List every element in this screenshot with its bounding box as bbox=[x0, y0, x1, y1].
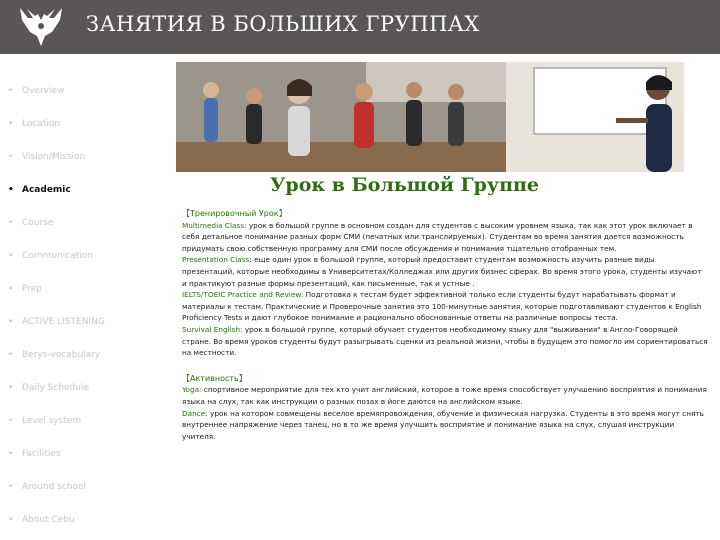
bullet-icon: • bbox=[8, 86, 14, 96]
bullet-icon: • bbox=[8, 185, 14, 195]
bullet-icon: • bbox=[8, 317, 14, 327]
paragraph-lead: Multimedia Class: bbox=[182, 220, 247, 230]
sidebar-item-prep[interactable] bbox=[8, 284, 42, 300]
sidebar-item-label: Facilities bbox=[22, 449, 61, 459]
page-title: ЗАНЯТИЯ В БОЛЬШИХ ГРУППАХ bbox=[86, 12, 480, 36]
bullet-icon: • bbox=[8, 218, 14, 228]
sidebar-item-academic[interactable] bbox=[8, 185, 71, 201]
sidebar-item-label: About Cebu bbox=[22, 515, 75, 525]
paragraph-text: урок на котором совмещены веселое времяпровождения, обучение и физическая нагрузка. Студенты в это время могут снять внутреннее напряжение через танец, но в то же время улучшить восприятие и понимание языка на слух, слушая инструкции учителя. bbox=[182, 408, 704, 441]
sidebar-item-around-school[interactable] bbox=[8, 482, 86, 498]
training-heading: 【Тренировочный Урок】 bbox=[182, 209, 287, 218]
paragraph-lead: Yoga: bbox=[182, 385, 202, 395]
bullet-icon: • bbox=[8, 449, 14, 459]
sidebar-item-location[interactable] bbox=[8, 119, 60, 135]
content-paragraph bbox=[182, 384, 708, 407]
paragraph-text: урок в большой группе в основном создан для студентов с высоким уровнем языка, так как этот урок включает в себя детальное понимание разных форм СМИ (печатных или транслируемых). Студентам во время занятия дается возможность придумать свою собственную программу для СМИ после обсуждения и понимания тщательно отобранных тем. bbox=[182, 220, 693, 253]
paragraph-text: спортивное мероприятие для тех кто учит английский, которое в тоже время способствует улучшению восприятия и понимания языка на слух, так как инструкции о разных позах в йоге даются на английском языке. bbox=[182, 385, 707, 406]
paragraph-text: урок в большой группе, который обучает студентов необходимому языку для "выживания" в Англо-Говорящей стране. Во время уроков студенты будут разыгрывать сценки из реальной жизни, чтобы в будущем это помогло им сориентироваться на местности. bbox=[182, 324, 708, 358]
sidebar-item-label: Communication bbox=[22, 251, 93, 261]
sidebar-item-label: Berys-vocabulary bbox=[22, 350, 101, 360]
sidebar-item-label: Vision/Mission bbox=[22, 152, 86, 162]
bullet-icon: • bbox=[8, 251, 14, 261]
content-paragraph bbox=[182, 289, 708, 324]
content-paragraph bbox=[182, 408, 708, 443]
header-bar bbox=[0, 0, 720, 54]
training-section bbox=[182, 208, 708, 359]
bullet-icon: • bbox=[8, 119, 14, 129]
paragraph-lead: Survival English: bbox=[182, 324, 243, 334]
sidebar-item-label: Around school bbox=[22, 482, 87, 492]
eagle-icon bbox=[18, 6, 64, 48]
bullet-icon: • bbox=[8, 515, 14, 525]
activity-list bbox=[182, 384, 708, 442]
sidebar-item-course[interactable] bbox=[8, 218, 53, 234]
sidebar-item-label: Academic bbox=[22, 185, 71, 195]
activity-heading: 【Активность】 bbox=[182, 373, 247, 383]
sidebar-item-overview[interactable] bbox=[8, 86, 64, 102]
content-paragraph bbox=[182, 254, 708, 289]
section-title: Урок в Большой Группе bbox=[270, 174, 539, 196]
section-gap bbox=[182, 359, 708, 373]
paragraph-text: Подготовка к тестам будет эффективной только если студенты будут нарабатывать формат и материалы к тестам. Практические и Проверочные занятия это 100-минутные занятия, которые подготавливают студентов к English Proficiency Tests и дают глубокое понимание и рационально обоснованные ответы на различные вопросы теста. bbox=[182, 290, 702, 323]
sidebar-item-berys-vocabulary[interactable] bbox=[8, 350, 100, 366]
bullet-icon: • bbox=[8, 383, 14, 393]
content-area bbox=[182, 208, 708, 442]
sidebar-item-communication[interactable] bbox=[8, 251, 93, 267]
sidebar-item-level-system[interactable] bbox=[8, 416, 81, 432]
bullet-icon: • bbox=[8, 416, 14, 426]
sidebar-item-label: ACTIVE LISTENING bbox=[22, 317, 105, 327]
bullet-icon: • bbox=[8, 284, 14, 294]
sidebar-item-label: Level system bbox=[22, 416, 82, 426]
content-paragraph bbox=[182, 324, 708, 359]
bullet-icon: • bbox=[8, 482, 14, 492]
sidebar-item-daily-schedule[interactable] bbox=[8, 383, 89, 399]
paragraph-text: : еще один урок в большой группе, который предоставит студентам возможность изучить разные виды презентаций, которые необходимы в Университетах/Колледжах или других бизнес сферах. Во время этого урока, студенты изучают и практикуют разные формы презентаций, как письменные, так и устные . bbox=[182, 255, 702, 288]
activity-section bbox=[182, 373, 708, 443]
sidebar-item-label: Overview bbox=[22, 86, 65, 96]
paragraph-lead: Presentation Class bbox=[182, 255, 250, 265]
sidebar-item-label: Course bbox=[22, 218, 54, 228]
class-photo bbox=[176, 62, 684, 172]
bullet-icon: • bbox=[8, 350, 14, 360]
sidebar-item-label: Prep bbox=[22, 284, 43, 294]
content-paragraph bbox=[182, 220, 708, 255]
sidebar-nav bbox=[0, 62, 170, 540]
bullet-icon: • bbox=[8, 152, 14, 162]
sidebar-item-about-cebu[interactable] bbox=[8, 515, 75, 531]
sidebar-item-active-listening[interactable] bbox=[8, 317, 105, 333]
classroom-illustration bbox=[176, 62, 684, 172]
sidebar-item-facilities[interactable] bbox=[8, 449, 61, 465]
sidebar-item-label: Daily Schedule bbox=[22, 383, 89, 393]
paragraph-lead: IELTS/TOEIC Practice and Review: bbox=[182, 290, 304, 300]
sidebar-item-label: Location bbox=[22, 119, 61, 129]
paragraph-lead: Dance: bbox=[182, 408, 208, 418]
sidebar-item-vision-mission[interactable] bbox=[8, 152, 85, 168]
training-list bbox=[182, 220, 708, 359]
